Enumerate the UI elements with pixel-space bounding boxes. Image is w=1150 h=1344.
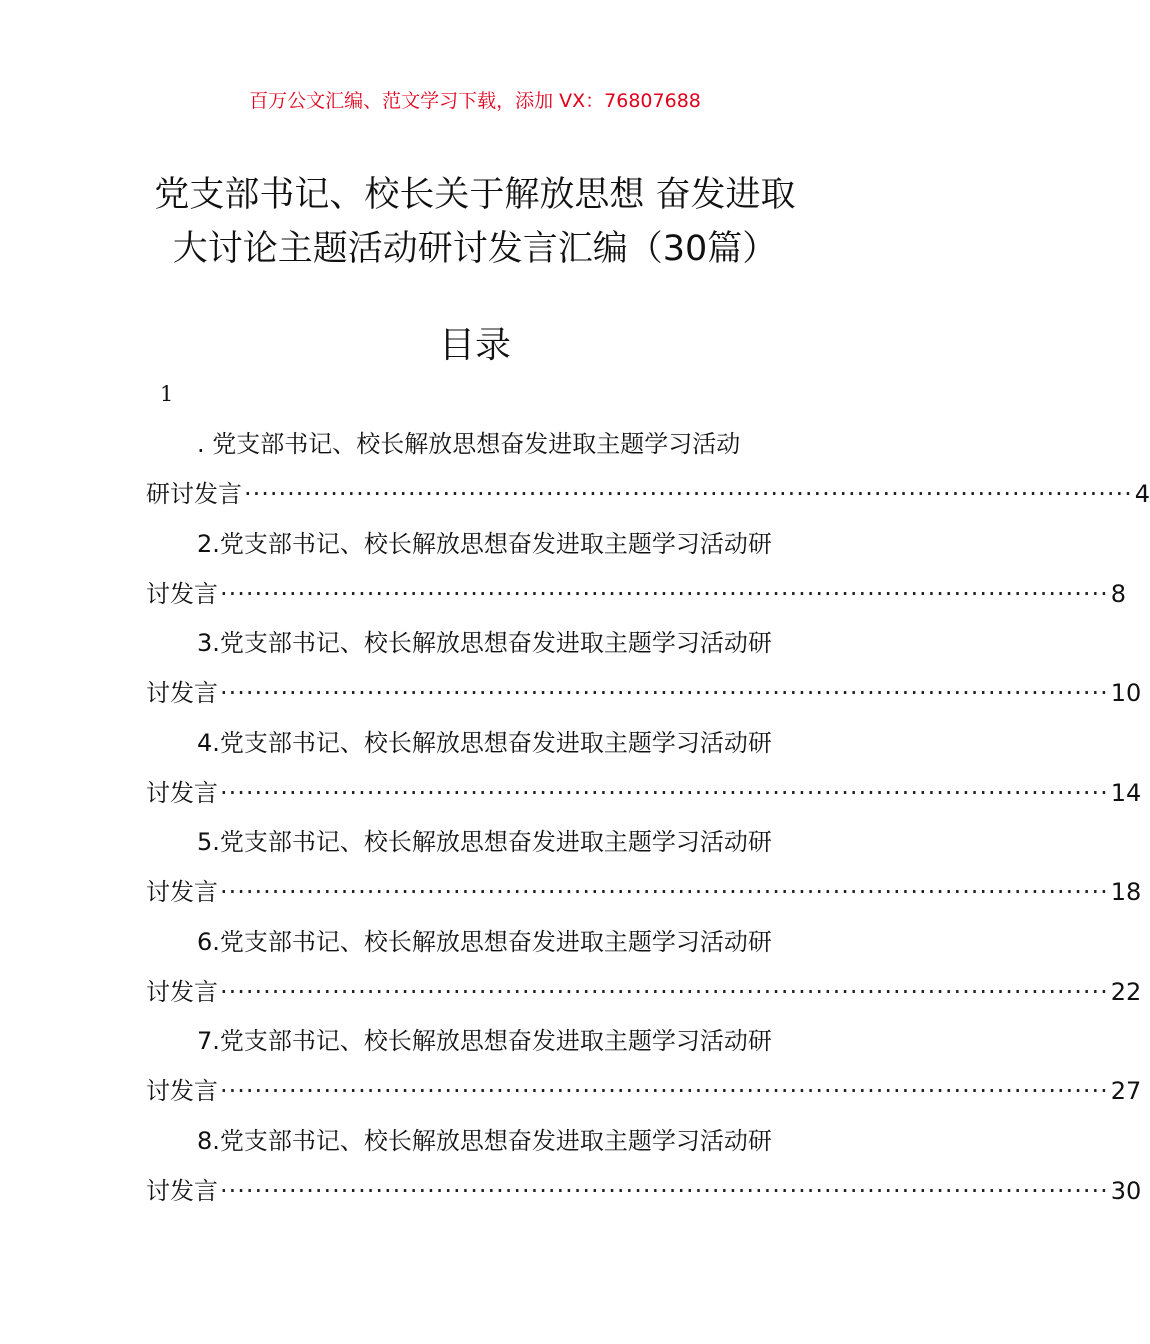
toc-dot-leader: ·······································································································	[220, 679, 1109, 707]
toc-entry-continuation	[146, 472, 1150, 516]
toc-entry[interactable]	[146, 1019, 1142, 1119]
toc-page-number: 10	[1110, 679, 1142, 707]
toc-page-number: 22	[1110, 977, 1142, 1006]
document-title-line-2: 大讨论主题活动研讨发言汇编（30篇）	[172, 229, 778, 269]
toc-dot-leader: ·······································································································	[220, 1077, 1109, 1105]
toc-entry[interactable]	[146, 820, 1142, 920]
toc-entry[interactable]	[146, 1119, 1142, 1219]
toc-dot-leader: ·······································································································	[220, 579, 1109, 608]
toc-page-number: 30	[1110, 1176, 1142, 1205]
toc-page-number: 14	[1110, 778, 1142, 807]
toc-entry[interactable]	[146, 621, 1142, 721]
toc-dot-leader: ·······································································································	[220, 977, 1109, 1006]
toc-entry-continuation	[146, 671, 1142, 715]
toc-entry-title: 5.党支部书记、校长解放思想奋发进取主题学习活动研	[197, 828, 772, 856]
toc-entry-continuation	[146, 870, 1142, 914]
toc-entry-title: 3.党支部书记、校长解放思想奋发进取主题学习活动研	[197, 629, 772, 657]
toc-heading: 目录	[438, 325, 511, 366]
toc-entry-title: . 党支部书记、校长解放思想奋发进取主题学习活动	[197, 430, 741, 458]
toc-dot-leader: ·······································································································	[220, 878, 1109, 906]
toc-entry[interactable]	[146, 920, 1142, 1020]
page-marker: 1	[160, 382, 174, 406]
toc-entry-title-tail: 讨发言	[146, 1077, 218, 1105]
toc-entry-title-tail: 讨发言	[146, 1176, 218, 1205]
toc-entry-title: 7.党支部书记、校长解放思想奋发进取主题学习活动研	[197, 1027, 772, 1055]
toc-dot-leader: ·······································································································	[220, 778, 1109, 807]
toc-entry[interactable]	[146, 721, 1142, 821]
toc-entry[interactable]	[146, 422, 1150, 522]
toc-page-number: 18	[1110, 878, 1142, 906]
toc-page-number: 4	[1134, 480, 1150, 508]
toc-entry-title: 2.党支部书记、校长解放思想奋发进取主题学习活动研	[197, 529, 772, 558]
toc-dot-leader: ·······································································································	[244, 480, 1133, 508]
toc-entry-title-tail: 研讨发言	[146, 480, 242, 508]
document-title	[60, 168, 890, 276]
toc-entry-title-tail: 讨发言	[146, 679, 218, 707]
toc-dot-leader: ·······································································································	[220, 1176, 1109, 1205]
toc-entry-title-tail: 讨发言	[146, 878, 218, 906]
toc-entry-title: 6.党支部书记、校长解放思想奋发进取主题学习活动研	[197, 927, 772, 956]
toc-entry[interactable]	[146, 522, 1127, 622]
toc-page-number: 8	[1110, 579, 1127, 608]
toc-entry-continuation	[146, 1169, 1142, 1213]
header-promo-note: 百万公文汇编、范文学习下载，添加 VX：76807688	[249, 90, 701, 112]
toc-entry-continuation	[146, 1069, 1142, 1113]
toc-entry-title-tail: 讨发言	[146, 778, 218, 807]
toc-entry-continuation	[146, 970, 1142, 1014]
toc-entry-title: 8.党支部书记、校长解放思想奋发进取主题学习活动研	[197, 1126, 772, 1155]
toc-entry-title-tail: 讨发言	[146, 977, 218, 1006]
table-of-contents	[146, 422, 1150, 1218]
toc-entry-continuation	[146, 771, 1142, 815]
toc-entry-continuation	[146, 572, 1127, 616]
toc-entry-title-tail: 讨发言	[146, 579, 218, 608]
toc-entry-title: 4.党支部书记、校长解放思想奋发进取主题学习活动研	[197, 728, 772, 757]
toc-page-number: 27	[1110, 1077, 1142, 1105]
document-title-line-1: 党支部书记、校长关于解放思想 奋发进取	[154, 175, 796, 215]
